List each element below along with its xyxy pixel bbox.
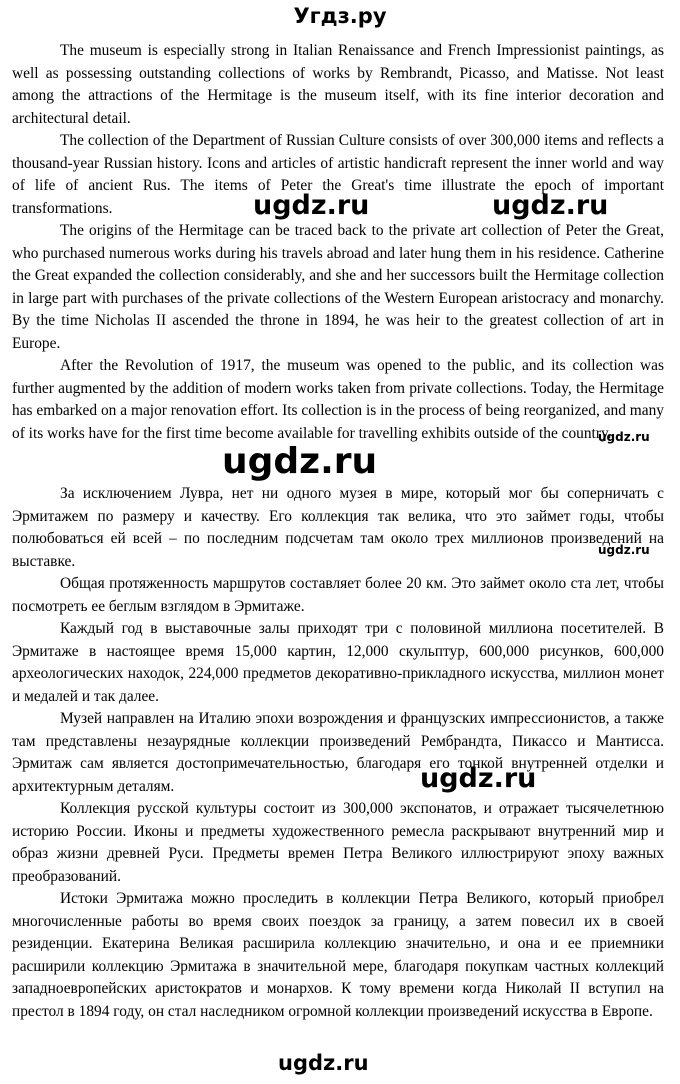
- watermark: ugdz.ru: [253, 190, 370, 221]
- russian-paragraph: За исключением Лувра, нет ни одного музея в мире, который мог бы соперничать с Эрмитажем по размеру и качеству. Его коллекция так велика, что это займет годы, чтобы полюбоваться ей всей – по последним подсчетам там около трех миллионов произведений на выставке.: [12, 485, 664, 570]
- russian-text: [12, 483, 664, 1023]
- watermark: ugdz.ru: [492, 190, 609, 221]
- english-paragraph: After the Revolution of 1917, the museum was opened to the public, and its collection was further augmented by the addition of modern works taken from private collections. Today, the Hermitage has embarked on a major renovation effort. Its collection is in the process of being reorganized, and many of its works have for the first time become available for travelling exhibits outside of the country.: [12, 357, 664, 442]
- watermark: ugdz.ru: [278, 1051, 369, 1075]
- watermark: ugdz.ru: [222, 441, 378, 482]
- english-paragraph: The museum is especially strong in Italian Renaissance and French Impressionist paintings, as well as possessing outstanding collections of works by Rembrandt, Picasso, and Matisse. Not least among the attractions of the Hermitage is the museum itself, with its fine interior decoration and architectural detail.: [12, 42, 664, 127]
- russian-paragraph: Музей направлен на Италию эпохи возрождения и французских импрессионистов, а также там представлены незаурядные коллекции произведений Рембрандта, Пикассо и Мантисса. Эрмитаж сам является достопримечательностью, благодаря его тонкой внутренней отделки и архитектурным деталям.: [12, 710, 664, 795]
- russian-paragraph: Каждый год в выставочные залы приходят три с половиной миллиона посетителей. В Эрмитаже в настоящее время 15,000 картин, 12,000 скульптур, 600,000 рисунков, 600,000 археологических находок, 224,000 предметов декоративно-прикладного искусства, миллион монет и медалей и так далее.: [12, 620, 664, 705]
- watermark: ugdz.ru: [598, 543, 650, 557]
- english-paragraph: The collection of the Department of Russian Culture consists of over 300,000 items and reflects a thousand-year Russian history. Icons and articles of artistic handicraft represent the inner world and way of life of ancient Rus. The items of Peter the Great's time illustrate the epoch of important transformations.: [12, 132, 664, 217]
- watermark: ugdz.ru: [598, 430, 650, 444]
- english-paragraph: The origins of the Hermitage can be traced back to the private art collection of Peter the Great, who purchased numerous works during his travels abroad and later hung them in his residence. Catherine the Great expanded the collection considerably, and she and her successors built the Hermitage collection in large part with purchases of the private collections of the Western European aristocracy and monarchy. By the time Nicholas II ascended the throne in 1894, he was heir to the greatest collection of art in Europe.: [12, 222, 664, 352]
- russian-paragraph: Общая протяженность маршрутов составляет более 20 км. Это займет около ста лет, чтобы посмотреть ее беглым взглядом в Эрмитаже.: [12, 575, 664, 615]
- watermark: ugdz.ru: [420, 763, 537, 794]
- russian-paragraph: Истоки Эрмитажа можно проследить в коллекции Петра Великого, который приобрел многочисленные работы во время своих поездок за границу, а затем повесил их в своей резиденции. Екатерина Великая расширила коллекцию значительно, и она и ее приемники расширили коллекцию Эрмитажа в значительной мере, благодаря покупкам частных коллекций западноевропейских аристократов и монархов. К тому времени когда Николай II вступил на престол в 1894 году, он стал наследником огромной коллекции произведений искусства в Европе.: [12, 890, 664, 1020]
- english-text: [12, 40, 664, 445]
- russian-paragraph: Коллекция русской культуры состоит из 300,000 экспонатов, и отражает тысячелетнюю историю России. Иконы и предметы художественного ремесла раскрывают внутренний мир и образ жизни древней Руси. Предметы времен Петра Великого иллюстрируют эпоху важных преобразований.: [12, 800, 664, 885]
- site-title: Угдз.ру: [293, 4, 387, 28]
